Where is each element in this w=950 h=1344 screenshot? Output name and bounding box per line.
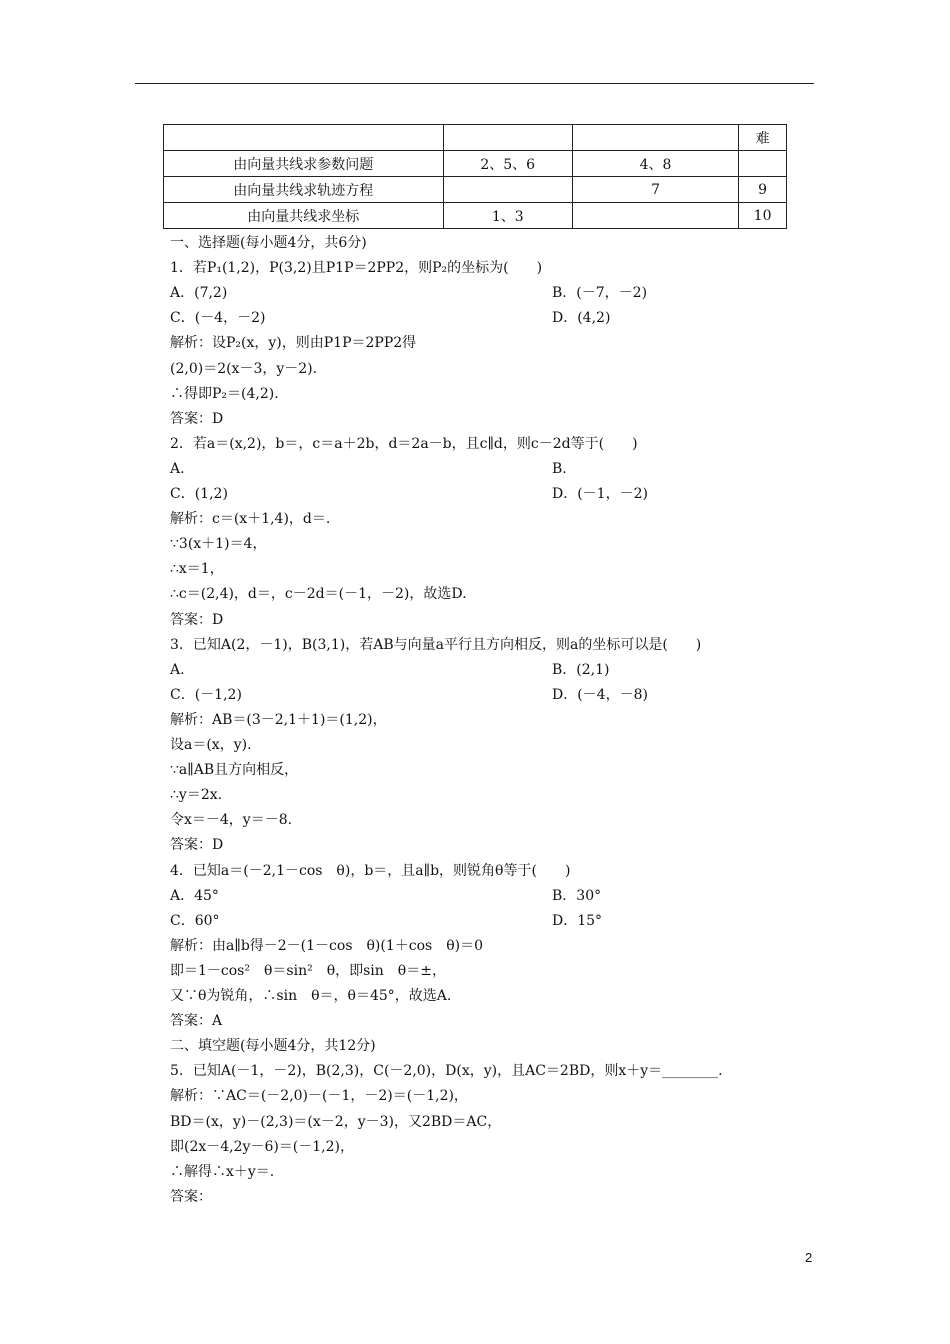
- table-cell: [443, 125, 572, 151]
- option-right: D．15°: [552, 913, 603, 929]
- text-line: 即＝1－cos² θ＝sin² θ，即sin θ＝±，: [170, 963, 446, 979]
- table-cell: 难: [739, 125, 787, 151]
- text-line: ∴解得∴x＋y＝.: [170, 1164, 275, 1180]
- text-line: A.: [170, 662, 185, 678]
- option-right: D．(4,2): [552, 310, 611, 326]
- text-line: 设a＝(x，y).: [170, 737, 252, 753]
- table-cell: 7: [572, 177, 738, 203]
- text-line: 答案：D: [170, 411, 224, 427]
- option-right: B．(2,1): [552, 662, 610, 678]
- text-line: 解析：AB＝(3－2,1＋1)＝(1,2)，: [170, 712, 387, 728]
- text-line: C．(－1,2): [170, 687, 242, 703]
- table-cell: [572, 125, 738, 151]
- page-number: 2: [805, 1250, 813, 1265]
- table-cell: [164, 125, 444, 151]
- table-cell: [443, 177, 572, 203]
- text-line: 3．已知A(2，－1)，B(3,1)，若AB与向量a平行且方向相反，则a的坐标可以是( ): [170, 637, 702, 653]
- text-line: (2,0)＝2(x－3，y－2).: [170, 361, 318, 377]
- text-line: 4．已知a＝(－2,1－cos θ)，b＝，且a∥b，则锐角θ等于( ): [170, 863, 571, 879]
- text-line: 答案：A: [170, 1013, 223, 1029]
- text-line: ∵a∥AB且方向相反，: [170, 762, 299, 778]
- table-row: [164, 151, 787, 177]
- text-line: 解析：由a∥b得－2－(1－cos θ)(1＋cos θ)＝0: [170, 938, 484, 954]
- text-line: C．60°: [170, 913, 220, 929]
- table-cell: 2、5、6: [443, 151, 572, 177]
- text-line: A．45°: [170, 888, 219, 904]
- text-line: ∴x＝1，: [170, 561, 224, 577]
- table-cell: 1、3: [443, 203, 572, 229]
- option-right: B．(－7，－2): [552, 285, 648, 301]
- text-line: 答案：: [170, 1189, 212, 1205]
- option-right: D．(－1，－2): [552, 486, 648, 502]
- text-line: ∴y＝2x.: [170, 787, 223, 803]
- text-line: 解析：设P₂(x，y)，则由P1P＝2PP2得: [170, 335, 417, 351]
- text-line: 5．已知A(－1，－2)，B(2,3)，C(－2,0)，D(x，y)，且AC＝2BD，则x＋y＝________.: [170, 1063, 723, 1079]
- table-row: [164, 125, 787, 151]
- text-line: 1．若P₁(1,2)，P(3,2)且P1P＝2PP2，则P₂的坐标为( ): [170, 260, 543, 276]
- text-line: 令x＝－4，y＝－8.: [170, 812, 293, 828]
- text-line: ∴得即P₂＝(4,2).: [170, 386, 279, 402]
- table-row: [164, 177, 787, 203]
- table-cell: 由向量共线求轨迹方程: [164, 177, 444, 203]
- table-cell: [739, 151, 787, 177]
- table-cell: 9: [739, 177, 787, 203]
- table-cell: 4、8: [572, 151, 738, 177]
- text-line: 答案：D: [170, 837, 224, 853]
- text-line: 又∵θ为锐角，∴sin θ＝，θ＝45°，故选A.: [170, 988, 452, 1004]
- table-cell: [572, 203, 738, 229]
- table-cell: 由向量共线求参数问题: [164, 151, 444, 177]
- text-line: 二、填空题(每小题4分，共12分): [170, 1038, 376, 1054]
- header-rule: [135, 83, 814, 84]
- table-cell: 由向量共线求坐标: [164, 203, 444, 229]
- text-line: BD＝(x，y)－(2,3)＝(x－2，y－3)，又2BD＝AC，: [170, 1114, 502, 1130]
- option-right: D．(－4，－8): [552, 687, 648, 703]
- option-right: B．30°: [552, 888, 602, 904]
- option-right: B.: [552, 461, 567, 477]
- text-line: 解析：c＝(x＋1,4)，d＝.: [170, 511, 331, 527]
- text-line: 2．若a＝(x,2)，b＝，c＝a＋2b，d＝2a－b，且c∥d，则c－2d等于( ): [170, 436, 638, 452]
- table-cell: 10: [739, 203, 787, 229]
- text-line: 即(2x－4,2y－6)＝(－1,2)，: [170, 1139, 354, 1155]
- text-line: 解析：∵AC＝(－2,0)－(－1，－2)＝(－1,2)，: [170, 1088, 468, 1104]
- text-line: ∵3(x＋1)＝4，: [170, 536, 267, 552]
- text-line: ∴c＝(2,4)，d＝，c－2d＝(－1，－2)，故选D.: [170, 586, 467, 602]
- knowledge-table: [163, 124, 787, 229]
- text-line: A.: [170, 461, 185, 477]
- text-line: 一、选择题(每小题4分，共6分): [170, 235, 367, 251]
- text-line: 答案：D: [170, 612, 224, 628]
- text-line: C．(－4，－2): [170, 310, 266, 326]
- table-row: [164, 203, 787, 229]
- text-line: C．(1,2): [170, 486, 228, 502]
- text-line: A．(7,2): [170, 285, 228, 301]
